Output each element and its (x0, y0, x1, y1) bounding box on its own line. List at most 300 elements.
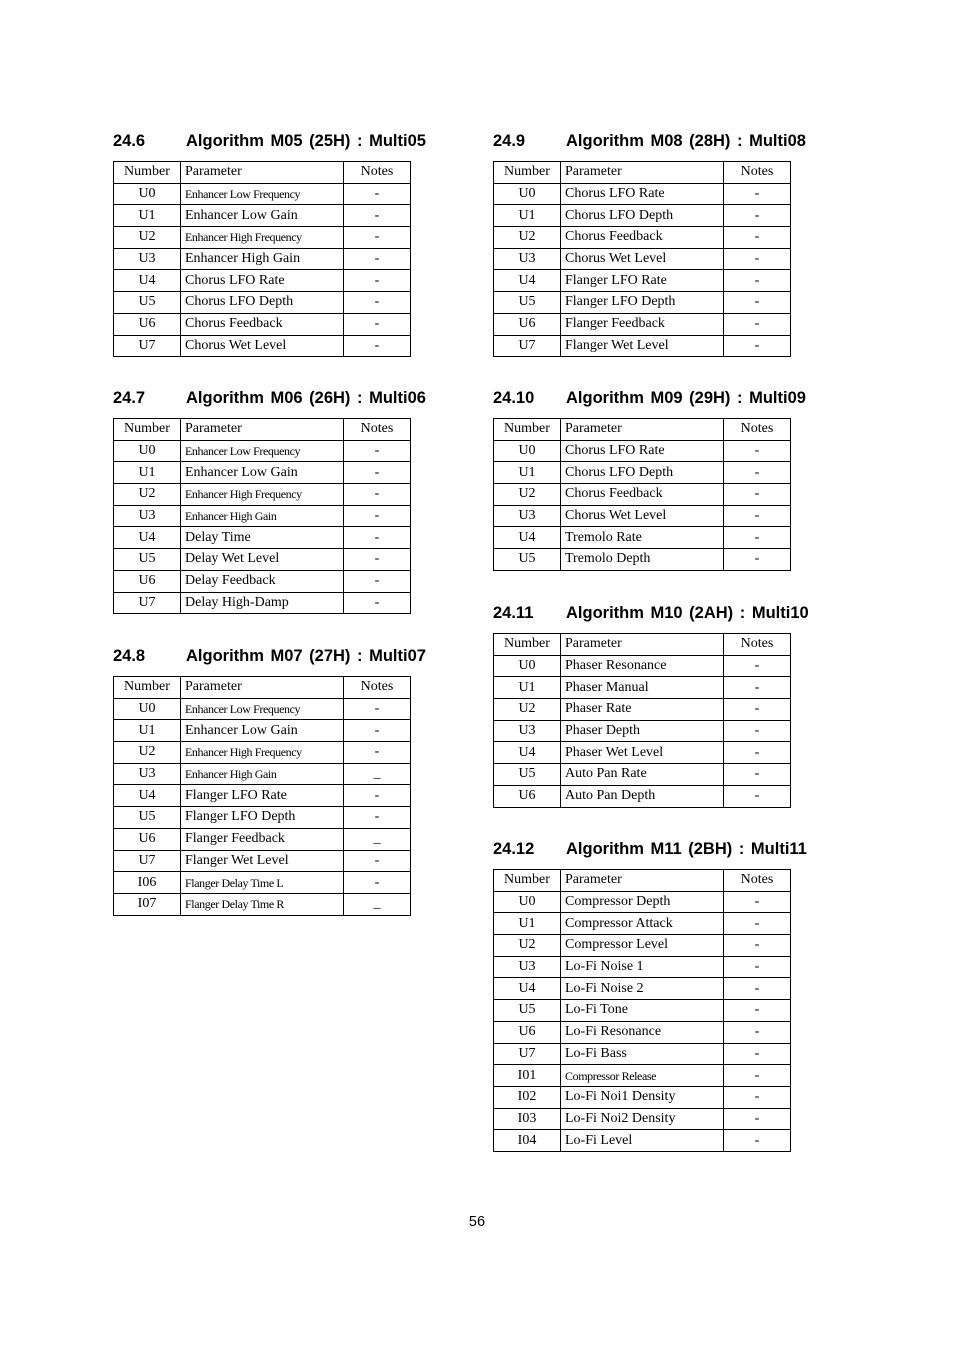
row-parameter: Enhancer High Gain (181, 505, 344, 527)
table-row (494, 484, 791, 506)
row-notes: - (344, 785, 411, 807)
header-notes: Notes (724, 870, 791, 892)
row-parameter: Chorus LFO Depth (181, 292, 344, 314)
header-parameter: Parameter (561, 162, 724, 184)
row-notes: - (724, 205, 791, 227)
row-notes: _ (344, 828, 411, 850)
section-title: Algorithm M07 (27H) : Multi07 (186, 647, 426, 665)
table-row (114, 698, 411, 720)
row-notes: - (344, 440, 411, 462)
row-number: U6 (114, 828, 181, 850)
parameter-table (493, 161, 791, 357)
table-row (494, 978, 791, 1000)
table-row (494, 1000, 791, 1022)
section-number: 24.12 (493, 840, 535, 858)
row-number: I07 (114, 893, 181, 915)
row-parameter: Lo-Fi Noi1 Density (561, 1086, 724, 1108)
table-row (494, 270, 791, 292)
row-number: U3 (494, 956, 561, 978)
row-notes: - (344, 807, 411, 829)
header-parameter: Parameter (561, 870, 724, 892)
header-notes: Notes (344, 162, 411, 184)
row-number: U4 (494, 742, 561, 764)
row-number: U2 (494, 227, 561, 249)
row-number: U0 (494, 183, 561, 205)
header-notes: Notes (344, 419, 411, 441)
section-24-8 (113, 645, 426, 916)
section-number: 24.7 (113, 389, 146, 407)
row-notes: - (724, 891, 791, 913)
row-parameter: Flanger LFO Rate (181, 785, 344, 807)
table-row (114, 592, 411, 614)
row-parameter: Chorus Feedback (181, 313, 344, 335)
row-notes: - (344, 313, 411, 335)
row-notes: - (724, 935, 791, 957)
table-row (114, 292, 411, 314)
table-row (494, 891, 791, 913)
row-notes: - (724, 270, 791, 292)
table-row (494, 1021, 791, 1043)
row-notes: - (344, 850, 411, 872)
row-notes: _ (344, 763, 411, 785)
row-parameter: Flanger LFO Rate (561, 270, 724, 292)
row-parameter: Flanger Wet Level (561, 335, 724, 357)
row-number: U1 (494, 677, 561, 699)
row-number: U0 (114, 698, 181, 720)
section-heading (493, 130, 806, 152)
row-parameter: Delay Feedback (181, 570, 344, 592)
row-parameter: Enhancer Low Gain (181, 462, 344, 484)
row-notes: - (724, 527, 791, 549)
row-parameter: Chorus LFO Depth (561, 205, 724, 227)
section-24-11 (493, 602, 809, 808)
row-parameter: Enhancer High Frequency (181, 742, 344, 764)
row-parameter: Enhancer High Frequency (181, 227, 344, 249)
header-notes: Notes (344, 677, 411, 699)
row-number: U6 (494, 785, 561, 807)
table-row (494, 764, 791, 786)
header-number: Number (114, 162, 181, 184)
row-notes: - (724, 742, 791, 764)
row-notes: - (724, 956, 791, 978)
row-parameter: Compressor Depth (561, 891, 724, 913)
row-number: U5 (114, 292, 181, 314)
table-row (114, 484, 411, 506)
row-parameter: Tremolo Rate (561, 527, 724, 549)
section-24-12 (493, 838, 807, 1152)
section-title: Algorithm M11 (2BH) : Multi11 (566, 840, 807, 858)
table-row (114, 205, 411, 227)
section-heading (493, 387, 806, 409)
row-notes: - (724, 978, 791, 1000)
row-number: U4 (114, 270, 181, 292)
row-notes: - (344, 549, 411, 571)
row-number: U1 (114, 205, 181, 227)
section-heading (493, 602, 809, 624)
row-number: I04 (494, 1130, 561, 1152)
table-row (494, 313, 791, 335)
row-number: I06 (114, 872, 181, 894)
row-number: U2 (494, 935, 561, 957)
table-header-row (494, 870, 791, 892)
row-parameter: Flanger LFO Depth (181, 807, 344, 829)
row-notes: - (724, 1108, 791, 1130)
row-number: U5 (494, 292, 561, 314)
row-number: U6 (494, 1021, 561, 1043)
section-number: 24.9 (493, 132, 526, 150)
table-row (114, 527, 411, 549)
row-notes: - (724, 677, 791, 699)
row-parameter: Delay High-Damp (181, 592, 344, 614)
table-row (114, 763, 411, 785)
row-parameter: Delay Time (181, 527, 344, 549)
table-row (494, 655, 791, 677)
table-row (114, 183, 411, 205)
table-row (494, 505, 791, 527)
row-number: U0 (494, 655, 561, 677)
table-row (494, 956, 791, 978)
row-number: U5 (494, 764, 561, 786)
table-row (494, 248, 791, 270)
header-number: Number (494, 162, 561, 184)
row-number: U0 (494, 891, 561, 913)
row-parameter: Chorus LFO Rate (181, 270, 344, 292)
header-notes: Notes (724, 419, 791, 441)
row-number: U2 (494, 699, 561, 721)
row-parameter: Chorus LFO Rate (561, 440, 724, 462)
table-row (494, 1130, 791, 1152)
section-number: 24.11 (493, 604, 534, 622)
row-notes: - (344, 462, 411, 484)
row-number: U5 (494, 549, 561, 571)
table-header-row (114, 419, 411, 441)
table-row (114, 828, 411, 850)
row-number: U1 (494, 205, 561, 227)
parameter-table (493, 869, 791, 1152)
row-number: U2 (114, 742, 181, 764)
table-row (114, 742, 411, 764)
row-number: U4 (494, 978, 561, 1000)
table-row (494, 205, 791, 227)
row-notes: - (344, 720, 411, 742)
table-row (494, 699, 791, 721)
row-notes: - (344, 205, 411, 227)
row-notes: - (344, 270, 411, 292)
header-parameter: Parameter (561, 634, 724, 656)
table-row (494, 549, 791, 571)
table-header-row (114, 677, 411, 699)
row-number: U0 (114, 440, 181, 462)
table-row (494, 527, 791, 549)
row-number: U5 (494, 1000, 561, 1022)
row-number: I01 (494, 1065, 561, 1087)
row-number: U1 (114, 720, 181, 742)
row-notes: - (724, 440, 791, 462)
parameter-table (493, 633, 791, 808)
section-heading (113, 387, 426, 409)
row-notes: - (724, 183, 791, 205)
row-notes: - (724, 505, 791, 527)
header-notes: Notes (724, 162, 791, 184)
table-row (494, 677, 791, 699)
section-24-6 (113, 130, 426, 357)
table-row (114, 335, 411, 357)
row-number: U5 (114, 549, 181, 571)
row-parameter: Lo-Fi Bass (561, 1043, 724, 1065)
table-row (494, 1043, 791, 1065)
row-parameter: Flanger Feedback (561, 313, 724, 335)
row-parameter: Chorus Wet Level (561, 248, 724, 270)
header-number: Number (114, 677, 181, 699)
table-row (114, 720, 411, 742)
row-notes: - (344, 570, 411, 592)
table-row (114, 462, 411, 484)
table-row (494, 913, 791, 935)
row-parameter: Enhancer High Frequency (181, 484, 344, 506)
row-notes: - (344, 183, 411, 205)
section-title: Algorithm M10 (2AH) : Multi10 (566, 604, 809, 622)
section-24-7 (113, 387, 426, 614)
page-number: 56 (468, 1214, 486, 1230)
row-number: U7 (494, 335, 561, 357)
row-parameter: Phaser Wet Level (561, 742, 724, 764)
table-row (114, 872, 411, 894)
row-notes: - (344, 698, 411, 720)
row-notes: - (724, 313, 791, 335)
parameter-table (113, 418, 411, 614)
row-number: I02 (494, 1086, 561, 1108)
row-parameter: Chorus LFO Rate (561, 183, 724, 205)
row-notes: - (344, 484, 411, 506)
header-parameter: Parameter (181, 162, 344, 184)
row-number: U3 (494, 720, 561, 742)
table-header-row (494, 634, 791, 656)
table-row (114, 440, 411, 462)
row-number: I03 (494, 1108, 561, 1130)
row-parameter: Phaser Rate (561, 699, 724, 721)
row-number: U3 (114, 505, 181, 527)
row-notes: - (724, 785, 791, 807)
row-number: U3 (494, 248, 561, 270)
row-parameter: Lo-Fi Resonance (561, 1021, 724, 1043)
parameter-table (113, 676, 411, 916)
row-notes: - (344, 872, 411, 894)
row-number: U7 (494, 1043, 561, 1065)
row-number: U4 (114, 785, 181, 807)
table-header-row (494, 419, 791, 441)
table-row (494, 1108, 791, 1130)
table-row (494, 935, 791, 957)
row-number: U1 (494, 462, 561, 484)
section-24-9 (493, 130, 806, 357)
header-notes: Notes (724, 634, 791, 656)
section-number: 24.6 (113, 132, 146, 150)
row-number: U7 (114, 592, 181, 614)
row-parameter: Enhancer Low Gain (181, 205, 344, 227)
row-notes: - (724, 699, 791, 721)
section-title: Algorithm M05 (25H) : Multi05 (186, 132, 426, 150)
table-header-row (114, 162, 411, 184)
row-notes: - (724, 335, 791, 357)
section-heading (113, 645, 426, 667)
row-number: U6 (114, 570, 181, 592)
section-24-10 (493, 387, 806, 571)
table-row (494, 742, 791, 764)
row-parameter: Enhancer Low Frequency (181, 440, 344, 462)
section-title: Algorithm M06 (26H) : Multi06 (186, 389, 426, 407)
table-row (114, 270, 411, 292)
row-parameter: Compressor Release (561, 1065, 724, 1087)
row-parameter: Flanger Feedback (181, 828, 344, 850)
row-parameter: Chorus Wet Level (181, 335, 344, 357)
table-header-row (494, 162, 791, 184)
row-number: U4 (494, 527, 561, 549)
section-number: 24.8 (113, 647, 146, 665)
table-row (114, 807, 411, 829)
row-number: U7 (114, 335, 181, 357)
header-number: Number (494, 419, 561, 441)
header-number: Number (114, 419, 181, 441)
row-notes: - (724, 227, 791, 249)
row-number: U1 (494, 913, 561, 935)
section-number: 24.10 (493, 389, 535, 407)
row-notes: - (344, 292, 411, 314)
parameter-table (113, 161, 411, 357)
row-parameter: Phaser Manual (561, 677, 724, 699)
section-heading (493, 838, 807, 860)
table-row (494, 1065, 791, 1087)
row-number: U3 (494, 505, 561, 527)
row-notes: - (724, 292, 791, 314)
row-notes: - (344, 227, 411, 249)
row-parameter: Enhancer Low Frequency (181, 183, 344, 205)
section-heading (113, 130, 426, 152)
row-parameter: Phaser Depth (561, 720, 724, 742)
row-number: U6 (114, 313, 181, 335)
row-parameter: Lo-Fi Level (561, 1130, 724, 1152)
row-parameter: Compressor Attack (561, 913, 724, 935)
row-number: U2 (494, 484, 561, 506)
row-parameter: Chorus Wet Level (561, 505, 724, 527)
row-number: U6 (494, 313, 561, 335)
row-notes: - (344, 527, 411, 549)
header-parameter: Parameter (181, 677, 344, 699)
header-number: Number (494, 870, 561, 892)
table-row (114, 785, 411, 807)
table-row (494, 292, 791, 314)
row-notes: - (724, 1130, 791, 1152)
row-parameter: Enhancer Low Frequency (181, 698, 344, 720)
table-row (114, 313, 411, 335)
row-parameter: Delay Wet Level (181, 549, 344, 571)
row-number: U7 (114, 850, 181, 872)
row-notes: - (724, 1000, 791, 1022)
row-notes: - (724, 248, 791, 270)
row-notes: - (724, 1065, 791, 1087)
row-parameter: Flanger Delay Time L (181, 872, 344, 894)
row-parameter: Tremolo Depth (561, 549, 724, 571)
table-row (114, 227, 411, 249)
table-row (114, 893, 411, 915)
row-notes: - (724, 1043, 791, 1065)
row-parameter: Enhancer Low Gain (181, 720, 344, 742)
table-row (114, 505, 411, 527)
row-number: U3 (114, 763, 181, 785)
table-row (494, 785, 791, 807)
row-notes: - (344, 248, 411, 270)
table-row (114, 248, 411, 270)
row-parameter: Chorus Feedback (561, 484, 724, 506)
row-number: U3 (114, 248, 181, 270)
section-title: Algorithm M09 (29H) : Multi09 (566, 389, 806, 407)
row-parameter: Chorus LFO Depth (561, 462, 724, 484)
row-notes: - (344, 505, 411, 527)
row-notes: - (724, 764, 791, 786)
table-row (494, 720, 791, 742)
header-parameter: Parameter (181, 419, 344, 441)
row-notes: - (344, 592, 411, 614)
row-parameter: Flanger Wet Level (181, 850, 344, 872)
row-parameter: Lo-Fi Noise 2 (561, 978, 724, 1000)
table-row (114, 549, 411, 571)
row-notes: - (724, 720, 791, 742)
row-parameter: Compressor Level (561, 935, 724, 957)
parameter-table (493, 418, 791, 571)
table-row (494, 227, 791, 249)
table-row (114, 570, 411, 592)
row-number: U2 (114, 484, 181, 506)
row-notes: - (724, 1021, 791, 1043)
row-parameter: Flanger LFO Depth (561, 292, 724, 314)
row-number: U1 (114, 462, 181, 484)
row-notes: _ (344, 893, 411, 915)
section-title: Algorithm M08 (28H) : Multi08 (566, 132, 806, 150)
table-row (494, 335, 791, 357)
row-parameter: Flanger Delay Time R (181, 893, 344, 915)
row-parameter: Lo-Fi Noi2 Density (561, 1108, 724, 1130)
row-number: U4 (494, 270, 561, 292)
row-number: U0 (494, 440, 561, 462)
table-row (114, 850, 411, 872)
row-parameter: Chorus Feedback (561, 227, 724, 249)
row-notes: - (724, 913, 791, 935)
row-notes: - (724, 462, 791, 484)
row-number: U2 (114, 227, 181, 249)
table-row (494, 183, 791, 205)
header-number: Number (494, 634, 561, 656)
table-row (494, 440, 791, 462)
row-notes: - (724, 1086, 791, 1108)
row-parameter: Phaser Resonance (561, 655, 724, 677)
row-number: U5 (114, 807, 181, 829)
row-notes: - (724, 655, 791, 677)
header-parameter: Parameter (561, 419, 724, 441)
row-notes: - (724, 484, 791, 506)
table-row (494, 1086, 791, 1108)
row-number: U4 (114, 527, 181, 549)
row-notes: - (344, 742, 411, 764)
row-notes: - (344, 335, 411, 357)
row-parameter: Auto Pan Rate (561, 764, 724, 786)
row-number: U0 (114, 183, 181, 205)
row-parameter: Auto Pan Depth (561, 785, 724, 807)
table-row (494, 462, 791, 484)
row-parameter: Lo-Fi Noise 1 (561, 956, 724, 978)
row-notes: - (724, 549, 791, 571)
row-parameter: Enhancer High Gain (181, 763, 344, 785)
row-parameter: Lo-Fi Tone (561, 1000, 724, 1022)
row-parameter: Enhancer High Gain (181, 248, 344, 270)
